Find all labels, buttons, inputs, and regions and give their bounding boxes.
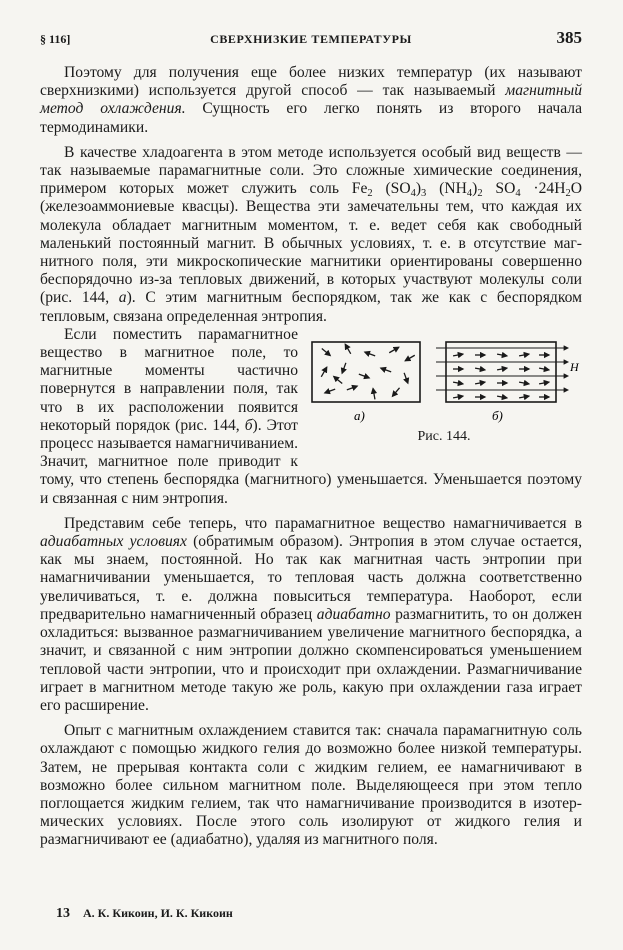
disordered-sample-box (312, 342, 420, 402)
molecule-moment-arrow (365, 352, 375, 356)
molecule-moment-arrow (497, 354, 507, 356)
molecule-moment-arrow (519, 396, 529, 398)
book-authors: А. К. Кикоин, И. К. Кикоин (83, 906, 233, 920)
molecule-moment-arrow (381, 368, 391, 372)
magnetic-moments-diagram (306, 336, 582, 426)
paragraph: Представим себе теперь, что парамагнитное вещество намагничивается в адиабатных условиях (обратимым образом). Энтропия в этом случае остается, как мы знаем, постоянной. Но так как магнитная часть энтропии при намагничивании уменьшается, то тепловая часть должна соответственно увеличиваться, т. е. должна повыситься температура. Наоборот, если предварительно намагниченный образец адиабатно размагнитить, то он должен охладиться: вызванное размагничиванием увеличение магнитного беспорядка, а значит, и связанной с ним энтропии должно скомпенсироваться уменьшением тепловой части энтропии, что и происходит при охлаждении. Размагничивание играет в магнитном методе такую же роль, какую при охлаждении газа играет его расширение. (40, 514, 582, 714)
molecule-moment-arrow (404, 373, 408, 383)
paragraph: Опыт с магнитным охлаждением ставится так: сначала парамагнитную соль охлаждают с помощью жидкого гелия до возможно более низкой температуры. Затем, не прерывая контакта соли с жидким гелием, ее намагничивают в возможно более сильном магнитном поле. Выделяющееся при этом тепло поглощается жидким гелием, так что намагничивание производится в изотермических условиях. После этого соль изолируют от жидкого гелия и размагничивают ее (адиабатно), удаляя из магнитного поля. (40, 722, 582, 849)
molecule-moment-arrow (389, 347, 399, 353)
molecule-moment-arrow (453, 354, 463, 356)
molecule-moment-arrow (497, 396, 507, 398)
molecule-moment-arrow (345, 344, 351, 354)
signature-number: 13 (56, 906, 70, 921)
molecule-moment-arrow (373, 388, 375, 399)
section-number: § 116] (40, 32, 71, 46)
molecule-moment-arrow (497, 368, 507, 370)
page-number: 385 (556, 28, 582, 47)
molecule-moment-arrow (347, 386, 357, 390)
paragraph: Поэтому для получения еще более низких температур (их называют сверхнизкими) используется другой способ — так называемый магнитный метод охлаждения. Сущность его легко понять из второго начала термодинамики. (40, 64, 582, 136)
paragraph: В качестве хладоагента в этом методе используется особый вид веществ — так называемые парамагнитные соли. Это сложные химические соединения, примером которых может служить соль $Fe_2$ $(SO_4)_3$ $(NH_4)_2$ $SO_4 \cdot 24H_2O$ (железоаммониевые квасцы). Вещества эти замечательны тем, что каждая их молекула обладает магнитным моментом, т. е. ведет себя как свободный маленький постоянный магнит. В обычных условиях, т. е. в отсутствие магнитного поля, эти микроскопические магнитики ориентированы совершенно беспорядочно из-за тепловых движений, в которых участвуют молекулы соли (рис. 144, а). С этим магнитным беспорядком, так же как с беспорядком тепловым, связана определенная энтропия. (40, 143, 582, 325)
figure-144 (306, 336, 582, 453)
ordered-sample-box (446, 342, 556, 402)
molecule-moment-arrow (325, 389, 335, 393)
molecule-moment-arrow (342, 363, 346, 373)
molecule-moment-arrow (392, 388, 399, 396)
molecule-moment-arrow (453, 382, 463, 384)
molecule-moment-arrow (539, 368, 549, 370)
molecule-moment-arrow (405, 355, 415, 361)
molecule-moment-arrow (334, 376, 342, 383)
random-moment-arrows (321, 344, 415, 399)
chemical-formula: $Fe_2$ $(SO_4)_3$ $(NH_4)_2$ $SO_4 \cdot 24H_2O$ (351, 180, 582, 200)
body-text (40, 64, 582, 850)
subfigure-label-b: б) (492, 407, 503, 423)
molecule-moment-arrow (322, 348, 330, 355)
figure-caption: Рис. 144. (417, 428, 471, 444)
molecule-moment-arrow (519, 354, 529, 356)
emphasis: магнитный метод охлаждения. (40, 82, 582, 118)
figure-reference: б (244, 416, 253, 434)
molecule-moment-arrow (539, 382, 549, 384)
emphasis: адиабатно (316, 605, 391, 623)
molecule-moment-arrow (475, 368, 485, 370)
paragraph: Если поместить парамагнитное вещество в магнитное поле, то магнитные моменты частично повернутся в направлении поля, так что в их расположении появится некоторый порядок (рис. 144, б). Этот процесс называется намагничиванием. Значит, магнитное поле приводит к тому, что степень беспорядка (магнитного) уменьшается. Уменьшается поэтому и связанная с ним энтропия. (40, 325, 582, 507)
footer-signature (56, 906, 233, 922)
molecule-moment-arrow (453, 396, 463, 398)
molecule-moment-arrow (321, 367, 327, 377)
molecule-moment-arrow (519, 382, 529, 384)
field-label: H (570, 359, 579, 374)
molecule-moment-arrow (359, 374, 369, 378)
subfigure-label-a: а) (354, 407, 365, 423)
emphasis: адиабатных условиях (40, 533, 187, 551)
molecule-moment-arrow (475, 382, 485, 384)
figure-reference: а (118, 289, 127, 307)
running-header (40, 30, 582, 52)
running-title: СВЕРХНИЗКИЕ ТЕМПЕРАТУРЫ (210, 32, 412, 46)
